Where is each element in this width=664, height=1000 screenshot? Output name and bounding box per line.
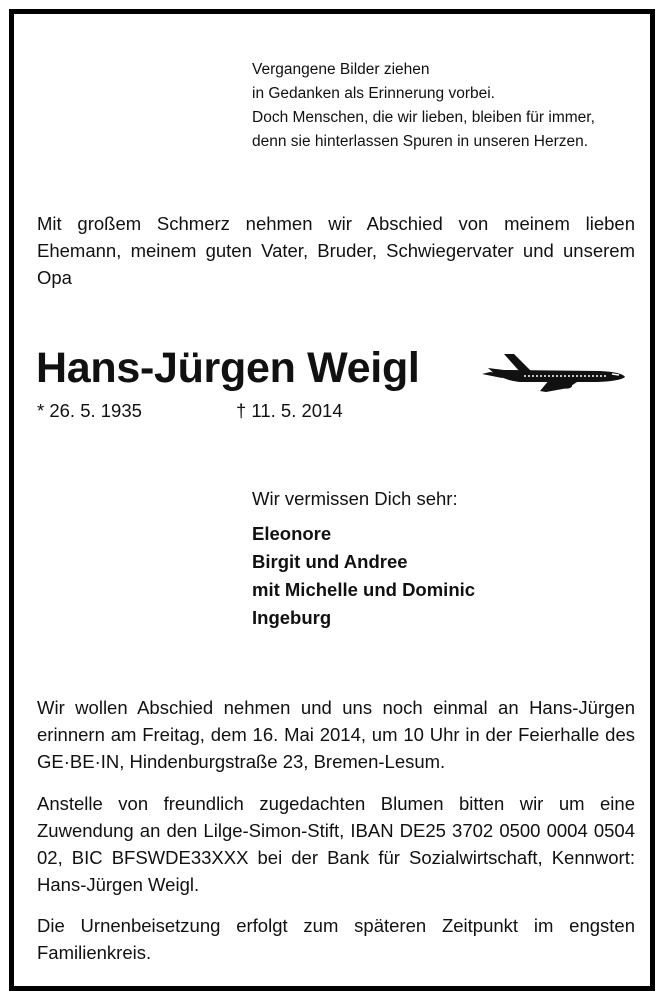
airplane-icon xyxy=(480,352,626,394)
poem-line-2: in Gedanken als Erinnerung vorbei. xyxy=(252,85,495,102)
mourner-name: Birgit und Andree xyxy=(252,551,408,572)
mourners-heading: Wir vermissen Dich sehr: xyxy=(252,488,458,509)
mourner-name: mit Michelle und Dominic xyxy=(252,579,476,600)
poem-line-1: Vergangene Bilder ziehen xyxy=(252,61,430,78)
donation-request-text: Anstelle von freundlich zugedachten Blumen bitten wir um eine Zuwendung an den Lilge-Simon-Stift, IBAN DE25 3702 0500 0004 0504 02, BIC BFSWDE33XXX bei der Bank für Sozialwirtschaft, Kennwort: Hans-Jürgen Weigl. xyxy=(37,793,635,895)
birth-date: * 26. 5. 1935 xyxy=(37,400,142,421)
burial-info-text: Die Urnenbeisetzung erfolgt zum späteren Zeitpunkt im engsten Familienkreis. xyxy=(37,915,635,963)
farewell-ceremony-text: Wir wollen Abschied nehmen und uns noch einmal an Hans-Jürgen erinnern am Freitag, dem 16. Mai 2014, um 10 Uhr in der Feierhalle des GE·BE·IN, Hindenburgstraße 23, Bremen-Lesum. xyxy=(37,697,635,772)
poem-line-3: Doch Menschen, die wir lieben, bleiben für immer, xyxy=(252,109,595,126)
mourner-name: Eleonore xyxy=(252,523,332,544)
death-date: † 11. 5. 2014 xyxy=(236,400,343,421)
deceased-name: Hans-Jürgen Weigl xyxy=(36,344,420,392)
mourner-name: Ingeburg xyxy=(252,607,332,628)
obituary-notice xyxy=(9,9,655,991)
mourners-list xyxy=(252,520,475,632)
intro-text: Mit großem Schmerz nehmen wir Abschied von meinem lieben Ehemann, meinem guten Vater, Bruder, Schwiegervater und unserem Opa xyxy=(37,213,635,288)
poem-line-4: denn sie hinterlassen Spuren in unseren Herzen. xyxy=(252,133,589,150)
memorial-poem xyxy=(252,58,642,154)
